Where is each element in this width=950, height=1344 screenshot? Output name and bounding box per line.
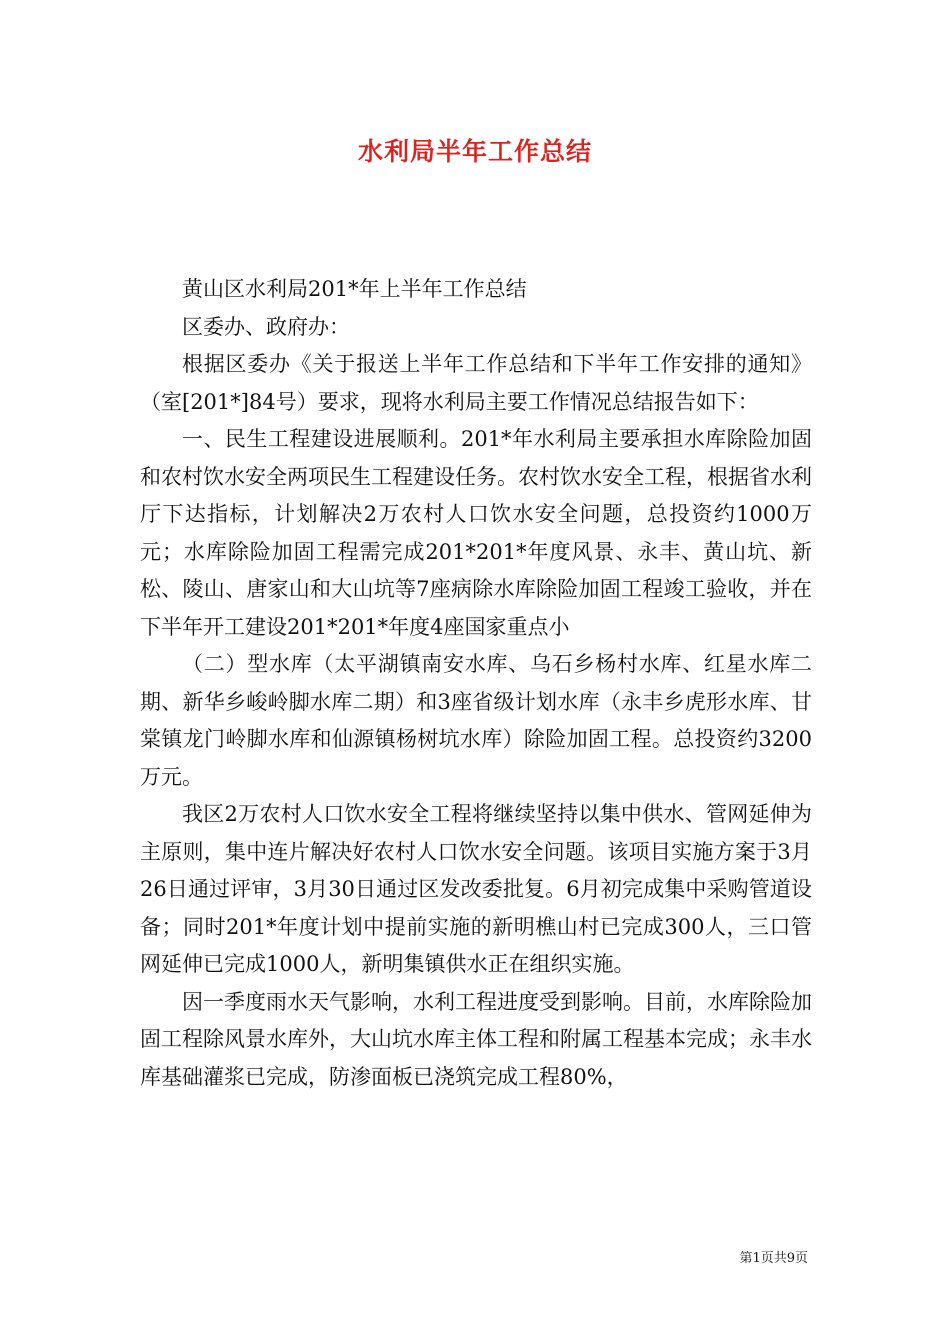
paragraph-water-safety: 我区2万农村人口饮水安全工程将继续坚持以集中供水、管网延伸为主原则，集中连片解决好农村人口饮水安全问题。该项目实施方案于3月26日通过评审，3月30日通过区发改委批复。6月初完成集中采购管道设备；同时201*年度计划中提前实施的新明樵山村已完成300人，三口管网延伸已完成1000人，新明集镇供水正在组织实施。 [140,802,812,976]
paragraph-section-two: （二）型水库（太平湖镇南安水库、乌石乡杨村水库、红星水库二期、新华乡峻岭脚水库二期）和3座省级计划水库（永丰乡虎形水库、甘棠镇龙门岭脚水库和仙源镇杨树坑水库）除险加固工程。总投资约3200万元。 [140,652,812,789]
paragraph-section-one: 一、民生工程建设进展顺利。201*年水利局主要承担水库除险加固和农村饮水安全两项民生工程建设任务。农村饮水安全工程，根据省水利厅下达指标，计划解决2万农村人口饮水安全问题，总投资约1000万元；水库除险加固工程需完成201*201*年度风景、永丰、黄山坑、新松、陵山、唐家山和大山坑等7座病除水库除险加固工程竣工验收，并在下半年开工建设201*201*年度4座国家重点小 [140,427,812,639]
paragraph-heading: 黄山区水利局201*年上半年工作总结 [182,277,527,301]
document-body [140,271,812,1096]
paragraph-progress: 因一季度雨水天气影响，水利工程进度受到影响。目前，水库除险加固工程除风景水库外，大山坑水库主体工程和附属工程基本完成；永丰水库基础灌浆已完成，防渗面板已浇筑完成工程80%， [140,989,812,1089]
paragraph-salutation: 区委办、政府办： [182,314,350,339]
page-number: 第1页共9页 [739,1251,808,1266]
document-title: 水利局半年工作总结 [357,137,592,166]
paragraph-intro: 根据区委办《关于报送上半年工作总结和下半年工作安排的通知》（室[201*]84号）要求，现将水利局主要工作情况总结报告如下： [140,352,812,414]
